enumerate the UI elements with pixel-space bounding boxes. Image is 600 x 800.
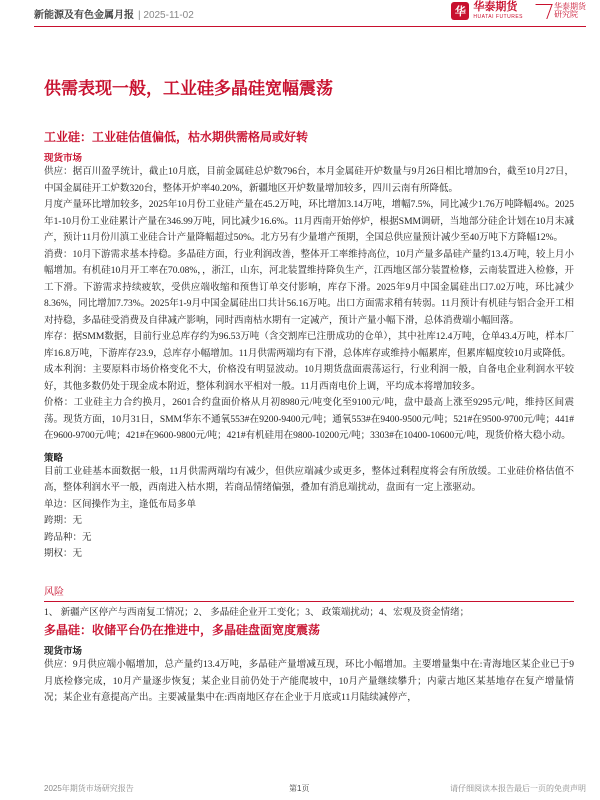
page-title: 供需表现一般，工业硅多晶硅宽幅震荡 [44,79,333,98]
subsection-strategy: 策略 [44,452,64,464]
page-header [0,0,600,26]
footer-disclaimer: 请仔细阅读本报告最后一页的免责声明 [450,784,586,793]
risk-title: 风险 [44,586,64,598]
institute-logo [533,3,586,20]
institute-mark-icon [530,4,552,19]
paragraph-cost-profit: 成本利润：主要原料市场价格变化不大，价格没有明显波动。10月期货盘面震荡运行，行业利润一般，自备电企业利润水平较好，其他多数仍处于现金成本附近，整体利润水平相对一般。11月西南电价上调，平均成本将增加较多。 [44,365,574,392]
paragraph-inventory: 库存：据SMM数据，目前行业总库存约为96.53万吨（含交割库已注册成功的仓单），其中社库12.4万吨，仓单43.4万吨，样本厂库16.8万吨，下游库存23.9，总库存小幅增加。11月供需两端均有下滑，总体库存或维持小幅累库，但累库幅度较10月或降低。 [44,332,574,359]
paragraph-price: 价格：工业硅主力合约换月，2601合约盘面价格从月初8980元/吨变化至9100元/吨，盘中最高上涨至9295元/吨，维持区间震荡。现货方面，10月31日，SMM华东不通氧553#在9200-9400元/吨；通氧553#在9400-9500元/吨；521#在9500-9700元/吨；441#在9600-9700元/吨；421#在9600-9800元/吨；421#有机硅用在9800-10200元/吨；3303#在10400-10600元/吨，现货价格大稳小动。 [44,398,574,441]
company-logo [473,2,523,20]
paragraph-strategy: 目前工业硅基本面数据一般，11月供需两端均有减少，但供应端减少或更多，整体过剩程度将会有所放缓。工业硅价格估值不高，整体利润水平一般，西南进入枯水期，若商品情绪偏强，叠加有消息端扰动，盘面有一定上涨驱动。 [44,466,574,493]
paragraph-poly-supply: 供应：9月供应端小幅增加，总产量约13.4万吨，多晶硅产量增减互现，环比小幅增加。主要增量集中在:青海地区某企业已于9月底检修完成，10月产量逐步恢复；某企业目前仍处于产能爬坡中，10月产量继续攀升；内蒙古地区某基地存在复产增量情况；某企业有意提高产出。主要减量集中在:西南地区存在企业于月底或11月陆续减停产， [44,660,574,703]
header-divider [34,26,586,27]
report-body [44,128,574,707]
strategy-option: 期权：无 [44,549,83,559]
subsection-spot-market-2: 现货市场 [44,646,83,657]
logo-cn: 华泰期货 [473,1,518,13]
institute-line1: 华泰期货 [554,1,586,11]
paragraph-supply: 供应：据百川盈孚统计，截止10月底，目前金属硅总炉数796台，本月金属硅开炉数量与9月26日相比增加9台，截至10月27日，中国金属硅开工炉数320台，整体开炉率40.20%，新疆地区开炉数量增加较多，四川云南有所降低。 [44,167,574,194]
paragraph-production: 月度产量环比增加较多，2025年10月份工业硅产量在45.2万吨，环比增加3.14万吨，增幅7.5%，同比减少1.76万吨降幅4%。2025年1-10月份工业硅累计产量在346.99万吨，同比减少16.6%。11月西南开始停炉，根据SMM调研，当地部分硅企计划在10月末减产，预计11月份川滇工业硅合计产量降幅超过50%。北方另有少量增产预期，全国总供应量预计减少至40万吨下方降幅12%。 [44,200,574,243]
risk-text: 1、 新疆产区停产与西南复工情况；2、 多晶硅企业开工变化；3、 政策端扰动；4、宏观及资金情绪； [44,607,470,618]
footer-left: 2025年期货市场研究报告 [44,784,134,793]
strategy-cross: 跨品种：无 [44,532,92,543]
strategy-single: 单边：区间操作为主，逢低布局多单 [44,499,197,510]
strategy-spread: 跨期：无 [44,516,83,526]
page-number: 第1页 [289,784,310,793]
logo-en: HUATAI FUTURES [473,14,523,20]
section-title-silicon: 工业硅：工业硅估值偏低，枯水期供需格局或好转 [44,130,309,144]
report-date: | 2025-11-02 [138,9,194,21]
section-title-polysilicon: 多晶硅：收储平台仍在推进中，多晶硅盘面宽度震荡 [44,623,321,637]
risk-divider [44,601,574,602]
huatai-logo-icon: 华 [451,2,469,20]
report-name [34,6,194,21]
risk-section [44,583,574,622]
page-footer [44,783,586,797]
header-logos [451,2,586,20]
paragraph-consumption: 消费：10月下游需求基本持稳。多晶硅方面，行业利润改善，整体开工率维持高位，10月产量多晶硅产量约13.4万吨，较上月小幅增加。有机硅10月开工率在70.08%，，浙江，山东，河北装置维持降负生产，江西地区部分装置检修，云南装置进入检修，开工下滑。下游需求持续疲软，受供应端收缩和预售订单交付影响，库存下滑。2025年9月中国金属硅出口7.02万吨，环比减少8.36%，同比增加7.73%。2025年1-9月中国金属硅出口共计56.16万吨。出口方面需求稍有转弱。11月预计有机硅与铝合金开工相对持稳，多晶硅受消费及自律减产影响，同时西南枯水期有一定减产，预计产量小幅下滑，总体消费端小幅回落。 [44,249,574,326]
institute-line2: 研究院 [554,10,578,19]
subsection-spot-market: 现货市场 [44,153,83,164]
report-title: 新能源及有色金属月报 [34,9,134,21]
